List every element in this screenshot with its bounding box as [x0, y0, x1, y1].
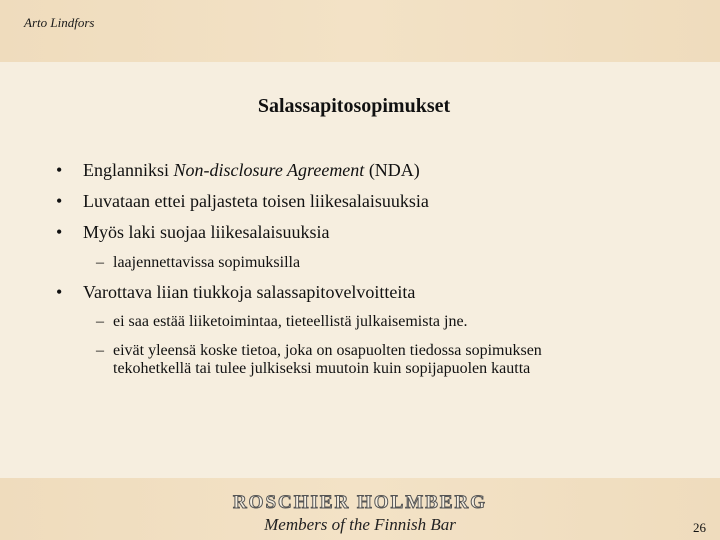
- bullet-text: Luvataan ettei paljasteta toisen liikesalaisuuksia: [83, 191, 429, 211]
- sub-bullet-text: laajennettavissa sopimuksilla: [113, 254, 301, 271]
- sub-bullet-text: eivät yleensä koske tietoa, joka on osapuolten tiedossa sopimuksen: [113, 342, 542, 359]
- bullet-glyph: •: [56, 222, 63, 242]
- bullet-text: Englanniksi: [83, 160, 174, 180]
- dash-glyph: –: [96, 313, 104, 330]
- sub-bullet-text-continuation: tekohetkellä tai tulee julkiseksi muutoin kuin sopijapuolen kautta: [113, 360, 531, 377]
- author-name: Arto Lindfors: [24, 15, 95, 30]
- dash-glyph: –: [96, 342, 104, 359]
- bullet-item-3: [56, 222, 329, 243]
- sub-bullet-4-1: [96, 313, 468, 331]
- bullet-item-4: [56, 282, 415, 303]
- firm-logo-text: ROSCHIER HOLMBERG: [232, 492, 488, 513]
- bullet-item-2: [56, 191, 429, 212]
- sub-bullet-text: ei saa estää liiketoimintaa, tieteellistä julkaisemista jne.: [113, 313, 468, 330]
- bullet-text: (NDA): [364, 160, 420, 180]
- sub-bullet-3-1: [96, 254, 300, 272]
- bullet-glyph: •: [56, 160, 63, 180]
- bullet-text: Varottava liian tiukkoja salassapitovelvoitteita: [83, 282, 416, 302]
- slide-title: Salassapitosopimukset: [257, 95, 451, 117]
- page-number: 26: [693, 520, 706, 535]
- bullet-glyph: •: [56, 282, 63, 302]
- dash-glyph: –: [96, 254, 104, 271]
- bullet-item-1: [56, 160, 420, 181]
- firm-tagline: Members of the Finnish Bar: [264, 515, 456, 534]
- bullet-text: Myös laki suojaa liikesalaisuuksia: [83, 222, 330, 242]
- bullet-glyph: •: [56, 191, 63, 211]
- header-band: [0, 0, 720, 62]
- bullet-text-italic: Non-disclosure Agreement: [173, 160, 365, 180]
- sub-bullet-4-2: [96, 342, 542, 378]
